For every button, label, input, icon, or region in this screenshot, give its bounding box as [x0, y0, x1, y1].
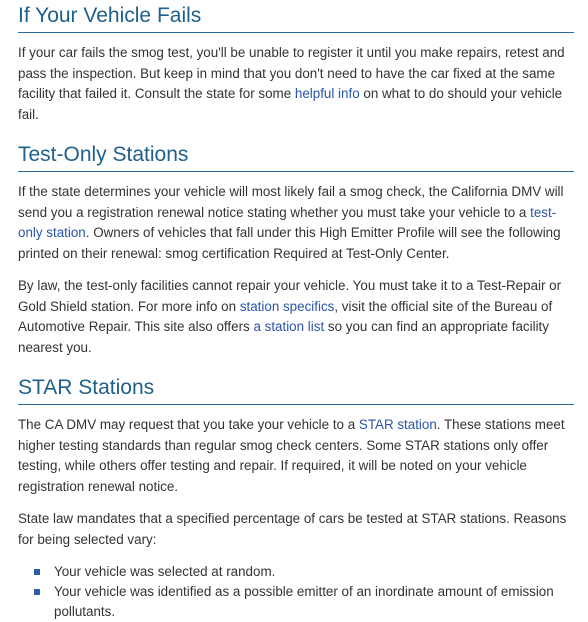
paragraph: State law mandates that a specified percentage of cars be tested at STAR stations. Reasons for being selected vary:	[18, 511, 567, 547]
square-bullet-icon	[34, 569, 40, 575]
star-station-link[interactable]: STAR station	[358, 417, 437, 432]
paragraph: The CA DMV may request that you take your vehicle to a STAR station. These stations meet higher testing standards than regular smog check centers. Some STAR stations only offer testing, while others offer testing and repair. If required, it will be noted on your vehicle registration renewal notice.	[18, 417, 565, 494]
reasons-list	[18, 562, 574, 622]
section-test-only-stations	[18, 141, 574, 358]
helpful-info-link[interactable]: helpful info	[294, 86, 360, 101]
station-list-link[interactable]: a station list	[253, 319, 325, 334]
list-item: Your vehicle was identified as a possible emitter of an inordinate amount of emission pollutants.	[34, 582, 574, 622]
paragraph: If your car fails the smog test, you'll be unable to register it until you make repairs, retest and pass the inspection. But keep in mind that you don't need to have the car fixed at the same facility that failed it. Consult the state for some helpful info on what to do should your vehicle fail.	[18, 45, 565, 122]
square-bullet-icon	[34, 589, 40, 595]
test-only-station-link[interactable]: test-only station	[18, 204, 557, 240]
paragraph: If the state determines your vehicle will most likely fail a smog check, the California DMV will send you a registration renewal notice stating whether you must take your vehicle to a test-only station. Owners of vehicles that fall under this High Emitter Profile will see the following printed on their renewal: smog certification Required at Test-Only Center.	[18, 184, 564, 261]
paragraph: By law, the test-only facilities cannot repair your vehicle. You must take it to a Test-Repair or Gold Shield station. For more info on station specifics, visit the official site of the Bureau of Automotive Repair. This site also offers a station list so you can find an appropriate facility nearest you.	[18, 278, 562, 355]
section-vehicle-fails	[18, 2, 574, 125]
station-specifics-link[interactable]: station specifics	[239, 298, 335, 314]
heading-test-only-stations: Test-Only Stations	[18, 141, 574, 172]
list-item: Your vehicle was selected at random.	[34, 562, 574, 582]
section-star-stations	[18, 374, 574, 622]
heading-star-stations: STAR Stations	[18, 374, 574, 405]
heading-vehicle-fails: If Your Vehicle Fails	[18, 2, 574, 33]
